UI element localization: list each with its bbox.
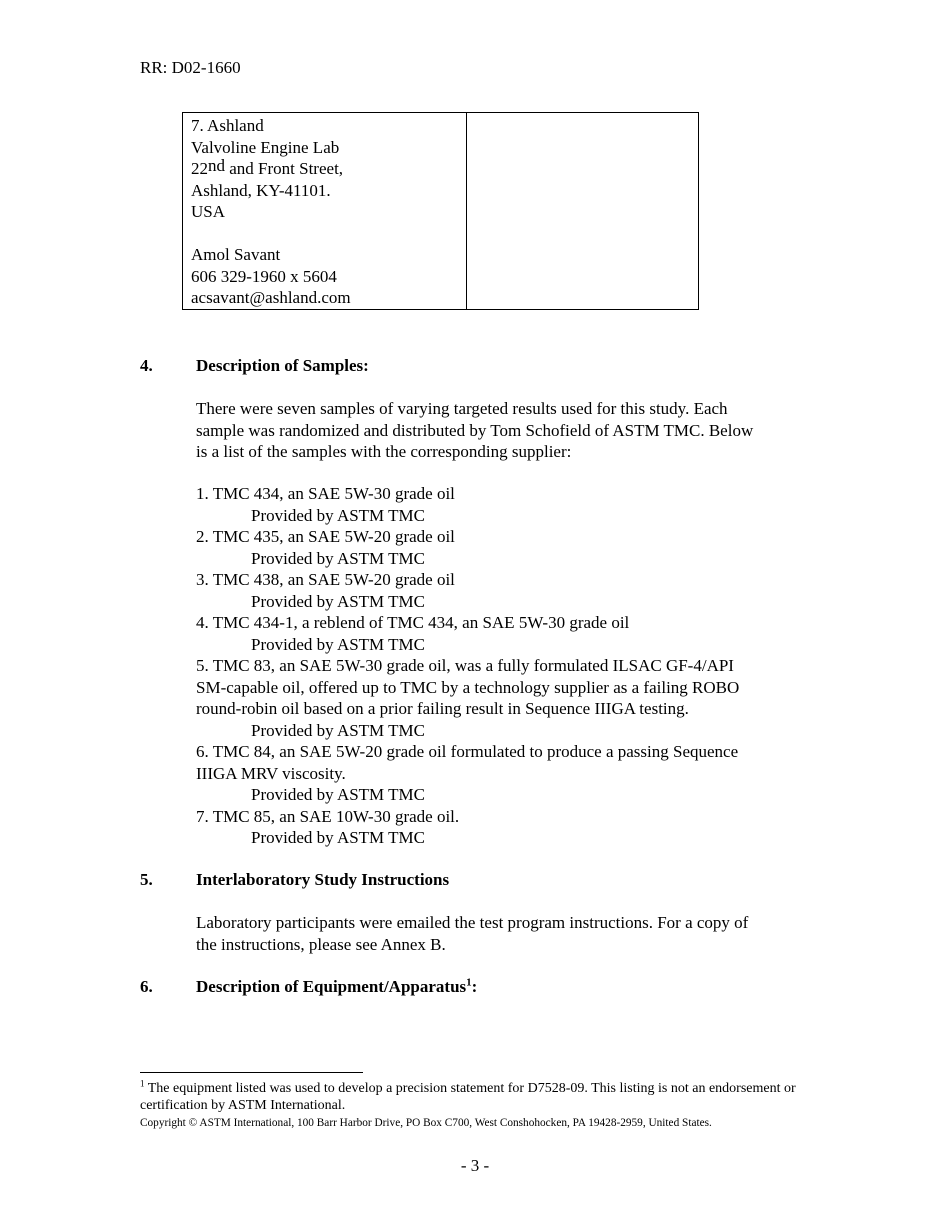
body-line: the instructions, please see Annex B.: [196, 934, 446, 954]
section-5-title: Interlaboratory Study Instructions: [196, 870, 450, 889]
footnote-text: The equipment listed was used to develop a precision statement for D7528-09. This listing is not an endorsement or certification by ASTM International.: [140, 1081, 796, 1113]
footnote: [140, 1080, 800, 1114]
sample-item-cont: IIIGA MRV viscosity.: [196, 763, 346, 783]
lab-contact-table: [182, 112, 699, 310]
section-5-body: [196, 912, 836, 955]
sample-provider: Provided by ASTM TMC: [251, 785, 425, 804]
sample-item: 2. TMC 435, an SAE 5W-20 grade oil: [196, 527, 455, 546]
sample-list: [196, 483, 836, 849]
footnote-divider: [140, 1072, 363, 1073]
sample-provider: Provided by ASTM TMC: [251, 548, 425, 568]
empty-cell: [467, 113, 699, 310]
intro-line: There were seven samples of varying targeted results used for this study. Each: [196, 399, 728, 418]
lab-contact-cell: [183, 113, 467, 310]
page-number: - 3 -: [460, 1156, 490, 1175]
sample-item: 7. TMC 85, an SAE 10W-30 grade oil.: [196, 806, 460, 826]
section-6-number: 6.: [140, 977, 153, 996]
section-4-number: 4.: [140, 356, 153, 375]
sample-item: 5. TMC 83, an SAE 5W-30 grade oil, was a fully formulated ILSAC GF-4/API: [196, 656, 734, 675]
footnote-ref: 1: [466, 976, 472, 989]
sample-item: 3. TMC 438, an SAE 5W-20 grade oil: [196, 570, 455, 589]
sample-item-cont: round-robin oil based on a prior failing result in Sequence IIIGA testing.: [196, 699, 689, 718]
copyright-notice: Copyright © ASTM International, 100 Barr Harbor Drive, PO Box C700, West Conshohocken, PA 19428-2959, United States.: [140, 1117, 712, 1129]
lab-city: Ashland, KY-41101.: [191, 180, 331, 200]
intro-line: sample was randomized and distributed by Tom Schofield of ASTM TMC. Below: [196, 420, 754, 440]
sample-provider: Provided by ASTM TMC: [251, 828, 425, 847]
footnote-marker: 1: [140, 1078, 145, 1089]
sample-provider: Provided by ASTM TMC: [251, 505, 425, 525]
lab-name: 7. Ashland: [191, 116, 264, 135]
section-5-number: 5.: [140, 870, 153, 889]
contact-name: Amol Savant: [191, 245, 281, 264]
section-6-title: Description of Equipment/Apparatus$^1$:: [196, 976, 478, 996]
report-id-header: RR: D02-1660: [140, 58, 241, 77]
lab-country: USA: [191, 202, 226, 221]
sample-provider: Provided by ASTM TMC: [251, 634, 425, 654]
lab-department: Valvoline Engine Lab: [191, 137, 340, 157]
body-line: Laboratory participants were emailed the test program instructions. For a copy of: [196, 913, 749, 932]
section-4-title: Description of Samples:: [196, 356, 369, 375]
section-4-intro: [196, 398, 836, 463]
sample-item-cont: SM-capable oil, offered up to TMC by a technology supplier as a failing ROBO: [196, 677, 740, 697]
contact-phone: 606 329-1960 x 5604: [191, 266, 337, 286]
sample-provider: Provided by ASTM TMC: [251, 591, 425, 611]
contact-email: acsavant@ashland.com: [191, 288, 351, 307]
intro-line: is a list of the samples with the corresponding supplier:: [196, 442, 572, 461]
lab-street: 22nd and Front Street,: [191, 156, 344, 178]
sample-provider: Provided by ASTM TMC: [251, 720, 425, 740]
sample-item: 1. TMC 434, an SAE 5W-30 grade oil: [196, 484, 455, 503]
sample-item: 6. TMC 84, an SAE 5W-20 grade oil formulated to produce a passing Sequence: [196, 742, 739, 761]
sample-item: 4. TMC 434-1, a reblend of TMC 434, an SAE 5W-30 grade oil: [196, 613, 630, 632]
